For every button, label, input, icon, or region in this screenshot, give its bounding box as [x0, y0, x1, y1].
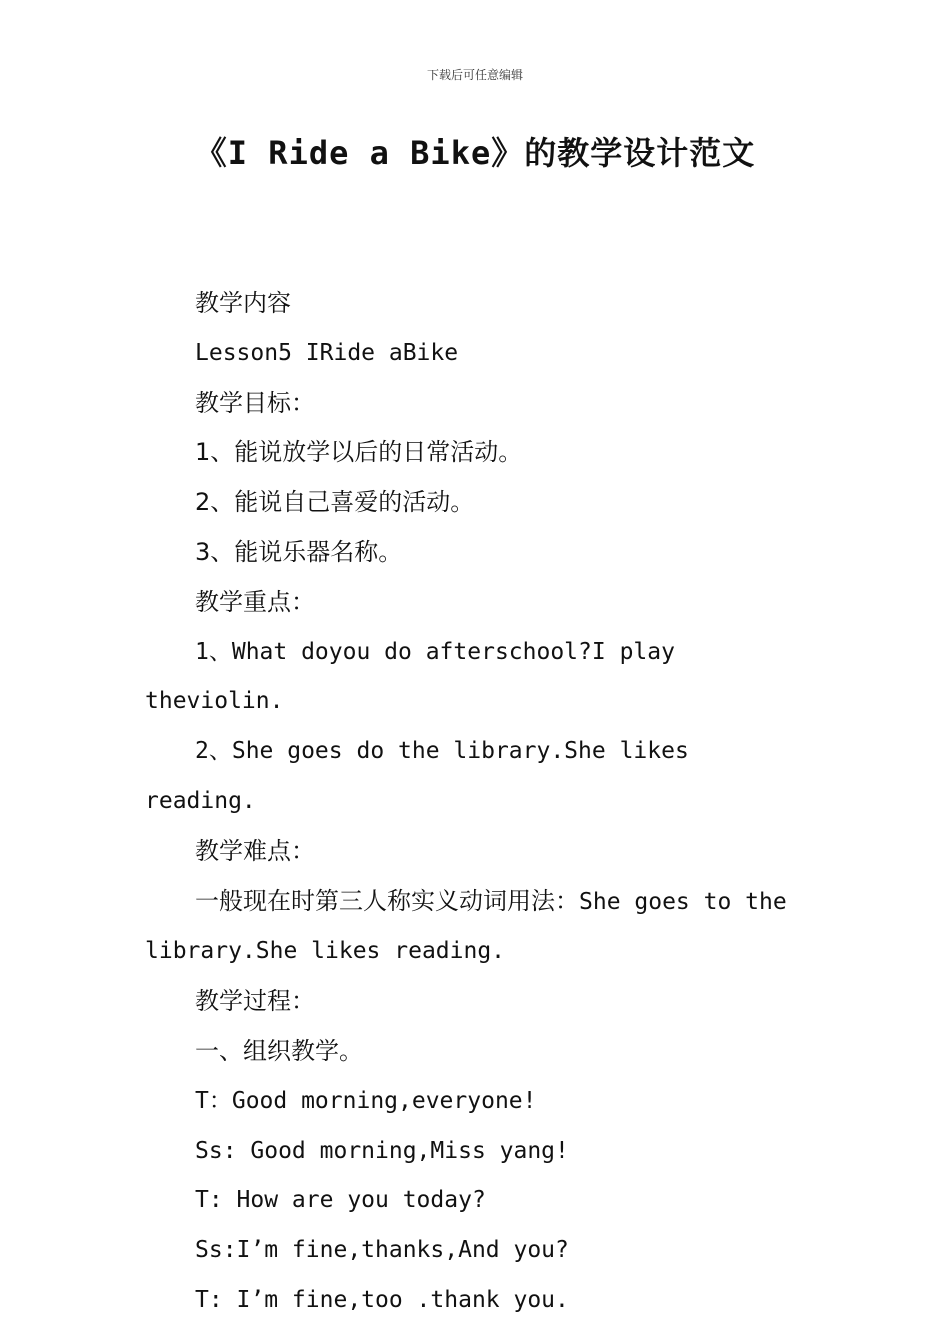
paragraph-objective-2: 2、能说自己喜爱的活动。 — [195, 488, 475, 517]
dialogue-line-3: T: How are you today? — [195, 1187, 486, 1214]
difficulty-example: She goes to the library.She likes reading. — [145, 888, 787, 965]
paragraph-key-point-2: 2、She goes do the library.She likes reading. — [145, 738, 689, 814]
paragraph-difficulty — [145, 877, 813, 978]
paragraph-objective-1: 1、能说放学以后的日常活动。 — [195, 438, 523, 467]
header-note: 下载后可任意编辑 — [426, 68, 523, 82]
dialogue-line-5: T: I’m fine,too .thank you. — [195, 1286, 569, 1313]
paragraph-key-points-heading: 教学重点： — [195, 587, 315, 616]
paragraph-lesson: Lesson5 IRide aBike — [195, 339, 459, 366]
paragraph-teaching-content: 教学内容 — [195, 289, 291, 317]
paragraph-objective-3: 3、能说乐器名称。 — [195, 537, 403, 566]
paragraph-objectives-heading: 教学目标： — [195, 388, 315, 417]
dialogue-line-1: T：Good morning,everyone! — [195, 1087, 537, 1114]
paragraph-process-heading: 教学过程： — [195, 987, 315, 1016]
document-title: 《I Ride a Bike》的教学设计范文 — [194, 134, 756, 172]
paragraph-step-1: 一、组织教学。 — [195, 1036, 363, 1065]
document-body — [145, 279, 813, 1326]
paragraph-difficulty-heading: 教学难点： — [195, 836, 315, 865]
paragraph-key-point-1: 1、What doyou do afterschool?I play theviolin. — [145, 638, 675, 715]
difficulty-grammar-label: 一般现在时第三人称实义动词用法： — [195, 886, 579, 915]
dialogue-line-2: Ss: Good morning,Miss yang! — [195, 1137, 569, 1164]
dialogue-line-4: Ss:I’m fine,thanks,And you? — [195, 1237, 569, 1264]
